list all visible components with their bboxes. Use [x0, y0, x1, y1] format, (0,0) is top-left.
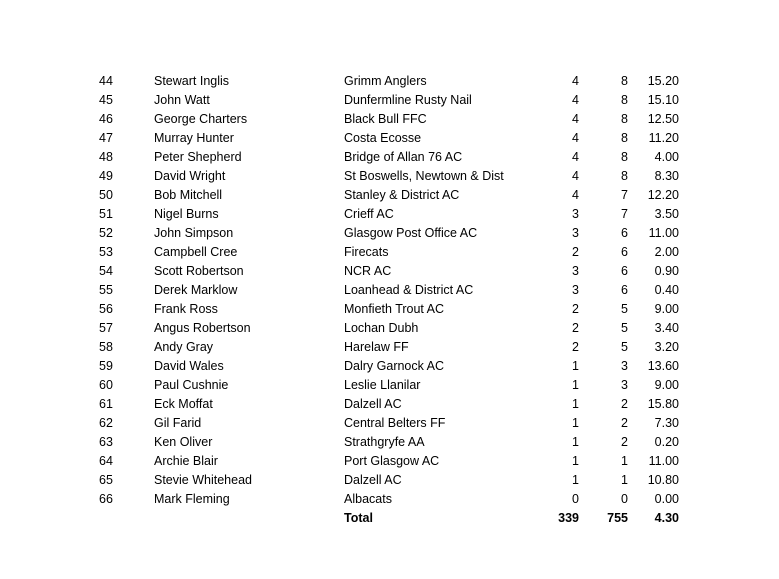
position-cell: 49: [99, 169, 113, 183]
count-a-cell: 1: [572, 416, 579, 430]
table-row: [0, 300, 779, 319]
club-name-cell: Dalry Garnock AC: [344, 359, 445, 373]
club-name-cell: Stanley & District AC: [344, 188, 460, 202]
count-b-cell: 8: [621, 93, 628, 107]
club-name-cell: Harelaw FF: [344, 340, 409, 354]
count-b-cell: 2: [621, 416, 628, 430]
angler-name-cell: Scott Robertson: [154, 264, 244, 278]
count-b-cell: 7: [621, 188, 628, 202]
count-b-cell: 8: [621, 74, 628, 88]
angler-name-cell: Campbell Cree: [154, 245, 238, 259]
table-row: [0, 395, 779, 414]
count-b-cell: 1: [621, 473, 628, 487]
angler-name-cell: John Simpson: [154, 226, 234, 240]
angler-name-cell: Ken Oliver: [154, 435, 213, 449]
table-row: [0, 186, 779, 205]
angler-name-cell: Mark Fleming: [154, 492, 230, 506]
angler-name-cell: George Charters: [154, 112, 248, 126]
count-a-cell: 1: [572, 359, 579, 373]
count-a-cell: 2: [572, 302, 579, 316]
club-name-cell: Loanhead & District AC: [344, 283, 474, 297]
count-b-cell: 5: [621, 340, 628, 354]
club-name-cell: St Boswells, Newtown & Dist: [344, 169, 504, 183]
count-a-cell: 1: [572, 397, 579, 411]
table-row: [0, 167, 779, 186]
club-name-cell: Costa Ecosse: [344, 131, 422, 145]
count-b-cell: 7: [621, 207, 628, 221]
count-a-cell: 4: [572, 169, 579, 183]
angler-name-cell: John Watt: [154, 93, 210, 107]
angler-name-cell: Nigel Burns: [154, 207, 219, 221]
position-cell: 58: [99, 340, 113, 354]
club-name-cell: Monfieth Trout AC: [344, 302, 445, 316]
angler-name-cell: Derek Marklow: [154, 283, 238, 297]
count-b-cell: 2: [621, 397, 628, 411]
count-b-cell: 3: [621, 378, 628, 392]
angler-name-cell: Stewart Inglis: [154, 74, 230, 88]
table-row: [0, 243, 779, 262]
club-name-cell: NCR AC: [344, 264, 392, 278]
club-name-cell: Albacats: [344, 492, 392, 506]
count-b-cell: 6: [621, 283, 628, 297]
table-row: [0, 357, 779, 376]
table-row: [0, 262, 779, 281]
weight-cell: 11.20: [648, 131, 679, 145]
count-b-cell: 8: [621, 169, 628, 183]
club-name-cell: Leslie Llanilar: [344, 378, 421, 392]
angler-name-cell: Angus Robertson: [154, 321, 251, 335]
count-a-cell: 1: [572, 473, 579, 487]
weight-cell: 0.90: [654, 264, 679, 278]
count-a-cell: 3: [572, 207, 579, 221]
weight-cell: 3.40: [654, 321, 679, 335]
position-cell: 60: [99, 378, 113, 392]
total-count-b: 755: [607, 511, 628, 525]
club-name-cell: Bridge of Allan 76 AC: [344, 150, 463, 164]
count-a-cell: 4: [572, 112, 579, 126]
table-row: [0, 91, 779, 110]
count-b-cell: 3: [621, 359, 628, 373]
weight-cell: 4.00: [654, 150, 679, 164]
club-name-cell: Strathgryfe AA: [344, 435, 425, 449]
position-cell: 47: [99, 131, 113, 145]
count-b-cell: 8: [621, 150, 628, 164]
position-cell: 44: [99, 74, 113, 88]
weight-cell: 12.50: [647, 112, 679, 126]
table-row: [0, 376, 779, 395]
count-b-cell: 6: [621, 245, 628, 259]
count-a-cell: 2: [572, 321, 579, 335]
weight-cell: 9.00: [654, 302, 679, 316]
position-cell: 51: [99, 207, 113, 221]
weight-cell: 2.00: [654, 245, 679, 259]
count-b-cell: 6: [621, 264, 628, 278]
weight-cell: 12.20: [647, 188, 679, 202]
angler-name-cell: Paul Cushnie: [154, 378, 229, 392]
count-a-cell: 4: [572, 93, 579, 107]
table-row: [0, 433, 779, 452]
table-row: [0, 224, 779, 243]
position-cell: 46: [99, 112, 113, 126]
angler-name-cell: David Wright: [154, 169, 226, 183]
count-b-cell: 6: [621, 226, 628, 240]
count-a-cell: 2: [572, 245, 579, 259]
count-b-cell: 0: [621, 492, 628, 506]
count-a-cell: 3: [572, 283, 579, 297]
angler-name-cell: Murray Hunter: [154, 131, 234, 145]
club-name-cell: Dunfermline Rusty Nail: [344, 93, 472, 107]
weight-cell: 7.30: [654, 416, 679, 430]
club-name-cell: Firecats: [344, 245, 389, 259]
table-row: [0, 471, 779, 490]
table-row: [0, 148, 779, 167]
angler-name-cell: Eck Moffat: [154, 397, 213, 411]
count-a-cell: 3: [572, 264, 579, 278]
weight-cell: 11.00: [648, 226, 679, 240]
angler-name-cell: Bob Mitchell: [154, 188, 223, 202]
weight-cell: 15.10: [647, 93, 679, 107]
club-name-cell: Dalzell AC: [344, 473, 402, 487]
weight-cell: 3.20: [654, 340, 679, 354]
weight-cell: 0.20: [654, 435, 679, 449]
angler-name-cell: Archie Blair: [154, 454, 218, 468]
total-weight: 4.30: [654, 511, 679, 525]
table-row: [0, 281, 779, 300]
table-row: [0, 129, 779, 148]
position-cell: 45: [99, 93, 113, 107]
position-cell: 53: [99, 245, 113, 259]
club-name-cell: Port Glasgow AC: [344, 454, 440, 468]
position-cell: 59: [99, 359, 113, 373]
table-row: [0, 72, 779, 91]
count-a-cell: 1: [572, 435, 579, 449]
total-row: [0, 509, 779, 528]
count-b-cell: 5: [621, 302, 628, 316]
table-row: [0, 490, 779, 509]
club-name-cell: Lochan Dubh: [344, 321, 419, 335]
table-row: [0, 205, 779, 224]
count-b-cell: 1: [621, 454, 628, 468]
count-a-cell: 2: [572, 340, 579, 354]
count-b-cell: 8: [621, 131, 628, 145]
total-label: Total: [344, 511, 373, 525]
angler-name-cell: Stevie Whitehead: [154, 473, 252, 487]
count-b-cell: 5: [621, 321, 628, 335]
angler-name-cell: Peter Shepherd: [154, 150, 242, 164]
angler-name-cell: Gil Farid: [154, 416, 202, 430]
position-cell: 56: [99, 302, 113, 316]
count-a-cell: 4: [572, 150, 579, 164]
club-name-cell: Grimm Anglers: [344, 74, 427, 88]
table-row: [0, 414, 779, 433]
angler-name-cell: David Wales: [154, 359, 224, 373]
position-cell: 66: [99, 492, 113, 506]
weight-cell: 15.80: [647, 397, 679, 411]
count-a-cell: 4: [572, 74, 579, 88]
weight-cell: 13.60: [647, 359, 679, 373]
club-name-cell: Dalzell AC: [344, 397, 402, 411]
table-row: [0, 110, 779, 129]
weight-cell: 3.50: [654, 207, 679, 221]
count-a-cell: 0: [572, 492, 579, 506]
count-a-cell: 4: [572, 188, 579, 202]
position-cell: 63: [99, 435, 113, 449]
weight-cell: 10.80: [647, 473, 679, 487]
position-cell: 48: [99, 150, 113, 164]
weight-cell: 15.20: [647, 74, 679, 88]
total-count-a: 339: [558, 511, 579, 525]
count-b-cell: 2: [621, 435, 628, 449]
position-cell: 57: [99, 321, 113, 335]
position-cell: 54: [99, 264, 113, 278]
weight-cell: 8.30: [654, 169, 679, 183]
weight-cell: 0.00: [654, 492, 679, 506]
weight-cell: 11.00: [648, 454, 679, 468]
club-name-cell: Glasgow Post Office AC: [344, 226, 478, 240]
angler-name-cell: Frank Ross: [154, 302, 218, 316]
position-cell: 64: [99, 454, 113, 468]
position-cell: 50: [99, 188, 113, 202]
position-cell: 61: [99, 397, 113, 411]
position-cell: 65: [99, 473, 113, 487]
weight-cell: 9.00: [654, 378, 679, 392]
count-a-cell: 1: [572, 378, 579, 392]
club-name-cell: Black Bull FFC: [344, 112, 427, 126]
count-a-cell: 3: [572, 226, 579, 240]
count-b-cell: 8: [621, 112, 628, 126]
table-row: [0, 338, 779, 357]
position-cell: 62: [99, 416, 113, 430]
angler-name-cell: Andy Gray: [154, 340, 214, 354]
results-table: [0, 72, 779, 528]
count-a-cell: 4: [572, 131, 579, 145]
position-cell: 52: [99, 226, 113, 240]
weight-cell: 0.40: [654, 283, 679, 297]
table-row: [0, 319, 779, 338]
count-a-cell: 1: [572, 454, 579, 468]
club-name-cell: Crieff AC: [344, 207, 394, 221]
club-name-cell: Central Belters FF: [344, 416, 446, 430]
position-cell: 55: [99, 283, 113, 297]
table-row: [0, 452, 779, 471]
